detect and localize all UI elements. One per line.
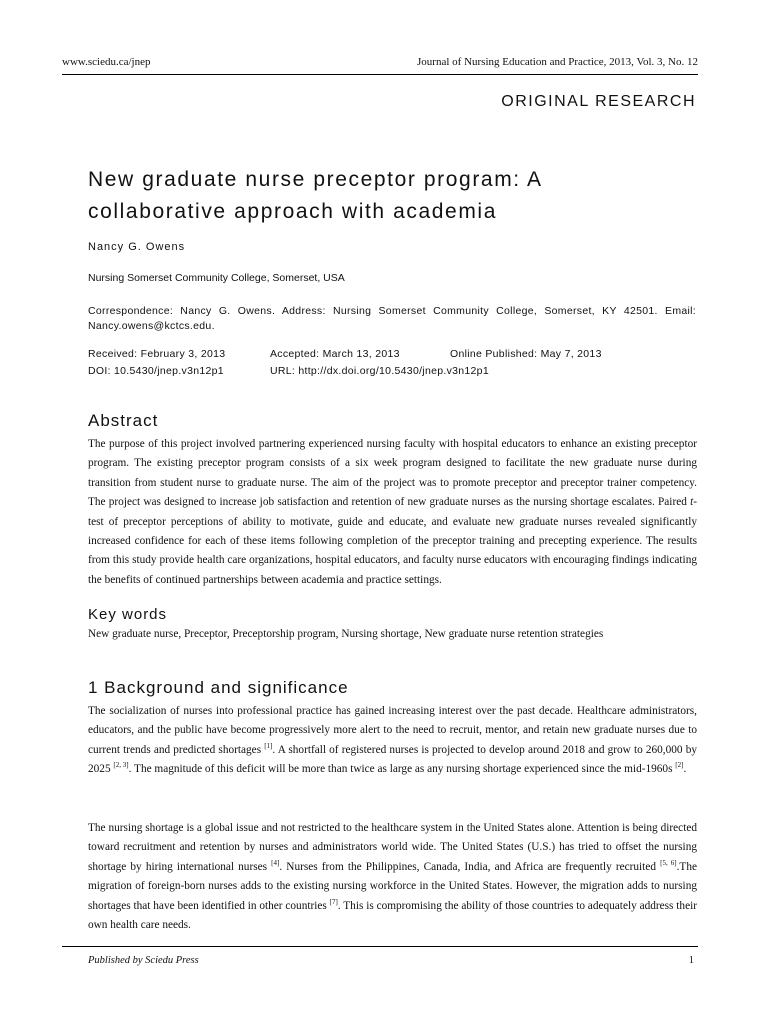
section-1-paragraph-1 (88, 702, 697, 780)
abstract-text (88, 435, 697, 590)
keywords-text: New graduate nurse, Preceptor, Preceptorship program, Nursing shortage, New graduate nurse retention strategies (88, 628, 604, 640)
citation-2-3: [2, 3] (113, 761, 129, 770)
section-1-paragraph-2 (88, 819, 697, 935)
journal-website: www.sciedu.ca/jnep (62, 56, 151, 68)
journal-citation: Journal of Nursing Education and Practice, 2013, Vol. 3, No. 12 (417, 56, 698, 68)
received-date: Received: February 3, 2013 (88, 348, 226, 360)
accepted-date: Accepted: March 13, 2013 (270, 348, 400, 360)
section-1-heading: 1 Background and significance (88, 678, 349, 697)
text-segment: The nursing shortage is a global issue and not restricted to the healthcare system in the United States alone. Attention is being directed toward recruitment and retention by nurses and administrators world wide. The United States (U.S.) has tried to offset the nursing shortage by hiring international nurses (88, 822, 697, 873)
title-line-1: New graduate nurse preceptor program: A (88, 168, 543, 191)
correspondence: Correspondence: Nancy G. Owens. Address: Nursing Somerset Community College, Somerset, KY 42501. Email: Nancy.owens@kctcs.edu. (88, 305, 696, 332)
text-segment: . (683, 763, 687, 776)
author-name: Nancy G. Owens (88, 241, 186, 253)
header-rule (62, 74, 698, 75)
text-segment: . This is compromising the ability of those countries to adequately address their own health care needs. (88, 899, 697, 932)
article-title (88, 164, 708, 228)
author-affiliation: Nursing Somerset Community College, Somerset, USA (88, 272, 345, 284)
doi: DOI: 10.5430/jnep.v3n12p1 (88, 365, 224, 377)
citation-1: [1] (264, 742, 273, 751)
text-segment: . A shortfall of registered nurses is projected to develop around 2018 and grow to 260,000 by 2025 (88, 743, 697, 776)
footer-rule (62, 946, 698, 947)
text-segment: .The migration of foreign-born nurses adds to the existing nursing workforce in the United States. However, the migration adds to nursing shortages that have been identified in other countries (88, 860, 697, 912)
publisher-name: Published by Sciedu Press (88, 955, 199, 966)
abstract-text-part-1: The purpose of this project involved partnering experienced nursing faculty with hospital educators to enhance an existing preceptor program. The existing preceptor program consists of a six week program designed to facilitate the new graduate nurse during transition from student nurse to graduate nurse. The aim of the project was to promote preceptor and preceptor trainer competency. The project was designed to increase job satisfaction and retention of new graduate nurses as the nursing shortage escalates. Paired (88, 438, 697, 509)
keywords-heading: Key words (88, 606, 168, 623)
abstract-italic-t: t (690, 496, 694, 509)
abstract-heading: Abstract (88, 411, 159, 430)
section-tag: ORIGINAL RESEARCH (501, 93, 696, 110)
citation-4: [4] (271, 859, 280, 868)
published-date: Online Published: May 7, 2013 (450, 348, 602, 360)
page-number: 1 (688, 955, 694, 966)
abstract-text-part-2: -test of preceptor perceptions of ability to motivate, guide and educate, and evaluate new graduate nurses revealed significantly increased confidence for each of these items following completion of the preceptor training and precepting experience. The results from this study provide health care organizations, hospital educators, and faculty nurse educators with encouraging findings indicating the benefits of continued partnerships between academia and practice settings. (88, 496, 697, 586)
citation-5-6: [5, 6] (660, 859, 677, 868)
text-segment: . The magnitude of this deficit will be more than twice as large as any nursing shortage experienced since the mid-1960s (128, 763, 676, 776)
doi-url: URL: http://dx.doi.org/10.5430/jnep.v3n12p1 (270, 365, 489, 377)
citation-2: [2] (675, 761, 684, 770)
text-segment: . Nurses from the Philippines, Canada, India, and Africa are frequently recruited (279, 860, 661, 873)
text-segment: The socialization of nurses into professional practice has gained increasing interest over the past decade. Healthcare administrators, educators, and the public have become progressively more alert to the need to recruit, mentor, and retain new graduate nurses due to current trends and predicted shortages (88, 705, 697, 756)
title-line-2: collaborative approach with academia (88, 200, 497, 223)
citation-7: [7] (329, 897, 338, 906)
